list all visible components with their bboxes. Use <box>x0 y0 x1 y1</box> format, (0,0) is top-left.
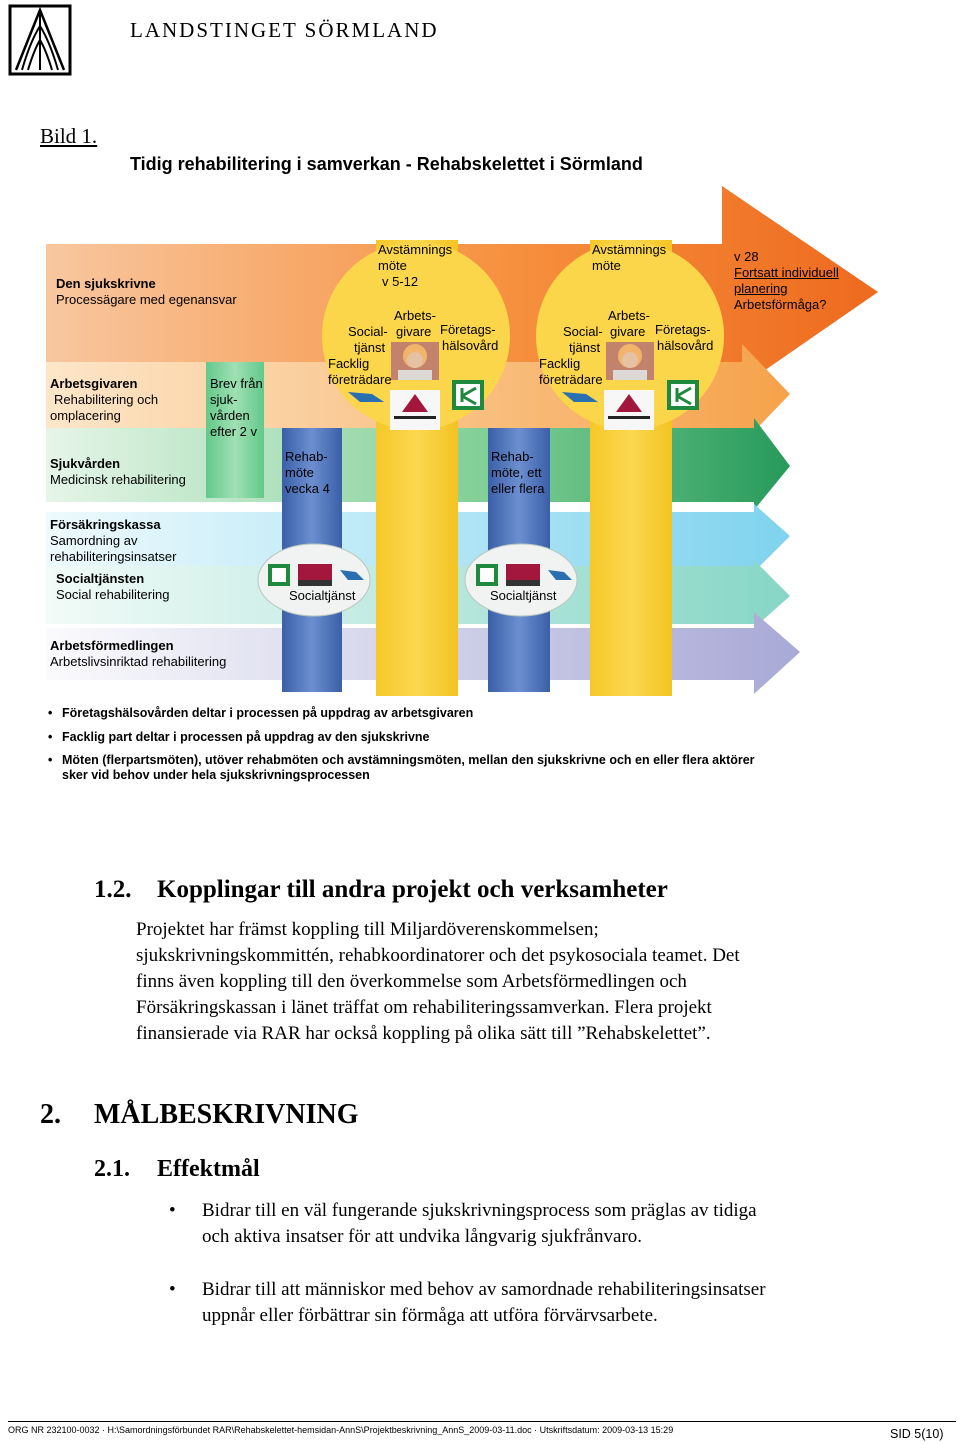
rehab-mote-2: Rehab- möte, ett eller flera <box>491 449 545 496</box>
participant-foretagshalsovard-2: Företags- hälsovård <box>655 322 714 353</box>
participant-arbetsgivare-2: Arbets- givare <box>608 308 650 339</box>
person-photo-icon <box>391 342 439 380</box>
section-number: 2. <box>40 1099 61 1130</box>
goal-item: • Bidrar till en väl fungerande sjukskrivningsprocess som präglas av tidiga och aktiva insatser för att undvika långvarig sjukfrånvaro. <box>169 1200 757 1247</box>
rehab-diagram <box>0 180 960 700</box>
row-forsakringskassa: Försäkringskassa Samordning av rehabiliteringsinsatser <box>50 517 177 564</box>
section-number: 2.1. <box>94 1156 130 1182</box>
row-arbetsgivaren: Arbetsgivaren Rehabilitering och omplacering <box>50 376 159 423</box>
figure-label: Bild 1. <box>40 124 98 148</box>
landstinget-logo-icon <box>8 4 72 76</box>
participant-arbetsgivare: Arbets- givare <box>394 308 436 339</box>
arbetsgivare-logo-icon <box>667 380 699 410</box>
section-number: 1.2. <box>94 876 132 903</box>
row-arbetsformedlingen: Arbetsförmedlingen Arbetslivsinriktad rehabilitering <box>50 638 227 669</box>
socialtjanst-label-2: Socialtjänst <box>490 588 557 603</box>
bullet-item: • Möten (flerpartsmöten), utöver rehabmöten och avstämningsmöten, mellan den sjukskrivne och en eller flera aktörer sker vid behov under hela sjukskrivningsprocessen <box>48 753 755 782</box>
section-paragraph: Projektet har främst koppling till Miljardöverenskommelsen; sjukskrivningskommittén, rehabkoordinatorer och det psykosociala teamet. Det finns även koppling till den överkommelse som Arbetsförmedlingen och Försäkringskassan i länet träffat om rehabiliteringssamverkan. Flera projekt finansierade via RAR har också koppling på olika sätt till ”Rehabskelettet”. <box>136 919 740 1044</box>
footer-text: ORG NR 232100-0032 · H:\Samordningsförbundet RAR\Rehabskelettet-hemsidan-AnnS\Projektbeskrivning_AnnS_2009-03-11.doc · Utskriftsdatum: 2009-03-13 15:29 <box>8 1425 674 1435</box>
avstamningsmote-1-title: Avstämnings möte v 5-12 <box>378 242 453 289</box>
person-photo-icon <box>606 342 654 380</box>
section-title: Kopplingar till andra projekt och verksamheter <box>157 876 668 903</box>
row-socialtjansten: Socialtjänsten Social rehabilitering <box>56 571 170 602</box>
footer-rule <box>8 1421 956 1422</box>
brev-label: Brev från sjuk- vården efter 2 v <box>210 376 263 439</box>
participant-foretagshalsovard: Företags- hälsovård <box>440 322 499 353</box>
participant-socialtjanst-2: Social- tjänst <box>563 324 603 355</box>
arbetsgivare-logo-icon <box>452 380 484 410</box>
bullet-icon: • <box>48 706 53 720</box>
participant-facklig: Facklig företrädare <box>328 356 392 387</box>
socialtjanst-label-1: Socialtjänst <box>289 588 356 603</box>
section-title: Effektmål <box>157 1156 260 1182</box>
goal-item: • Bidrar till att människor med behov av samordnade rehabiliteringsinsatser uppnår eller förbättrar sin förmåga att utföra förvärvsarbete. <box>169 1279 766 1326</box>
participant-facklig-2: Facklig företrädare <box>539 356 603 387</box>
row-sjukskrivne: Den sjukskrivne Processägare med egenansvar <box>56 276 237 307</box>
bullet-icon: • <box>48 730 53 744</box>
bullet-icon: • <box>169 1200 176 1221</box>
participant-socialtjanst: Social- tjänst <box>348 324 388 355</box>
bullet-item: • Facklig part deltar i processen på uppdrag av den sjukskrivne <box>48 730 430 744</box>
bullet-icon: • <box>169 1279 176 1300</box>
figure-title: Tidig rehabilitering i samverkan - Rehabskelettet i Sörmland <box>130 154 643 174</box>
org-name: LANDSTINGET SÖRMLAND <box>130 18 439 42</box>
section-title: MÅLBESKRIVNING <box>94 1099 359 1130</box>
landstinget-mini-logo-icon <box>390 390 440 430</box>
rehab-mote-1: Rehab- möte vecka 4 <box>285 449 330 496</box>
week28-note: v 28 Fortsatt individuell planering Arbetsförmåga? <box>734 249 839 312</box>
bullet-item: • Företagshälsovården deltar i processen på uppdrag av arbetsgivaren <box>48 706 474 720</box>
page-number: SID 5(10) <box>890 1427 944 1441</box>
row-sjukvarden: Sjukvården Medicinsk rehabilitering <box>50 456 186 487</box>
landstinget-mini-logo-icon <box>604 390 654 430</box>
avstamningsmote-2-title: Avstämnings möte <box>592 242 667 273</box>
bullet-icon: • <box>48 753 53 767</box>
